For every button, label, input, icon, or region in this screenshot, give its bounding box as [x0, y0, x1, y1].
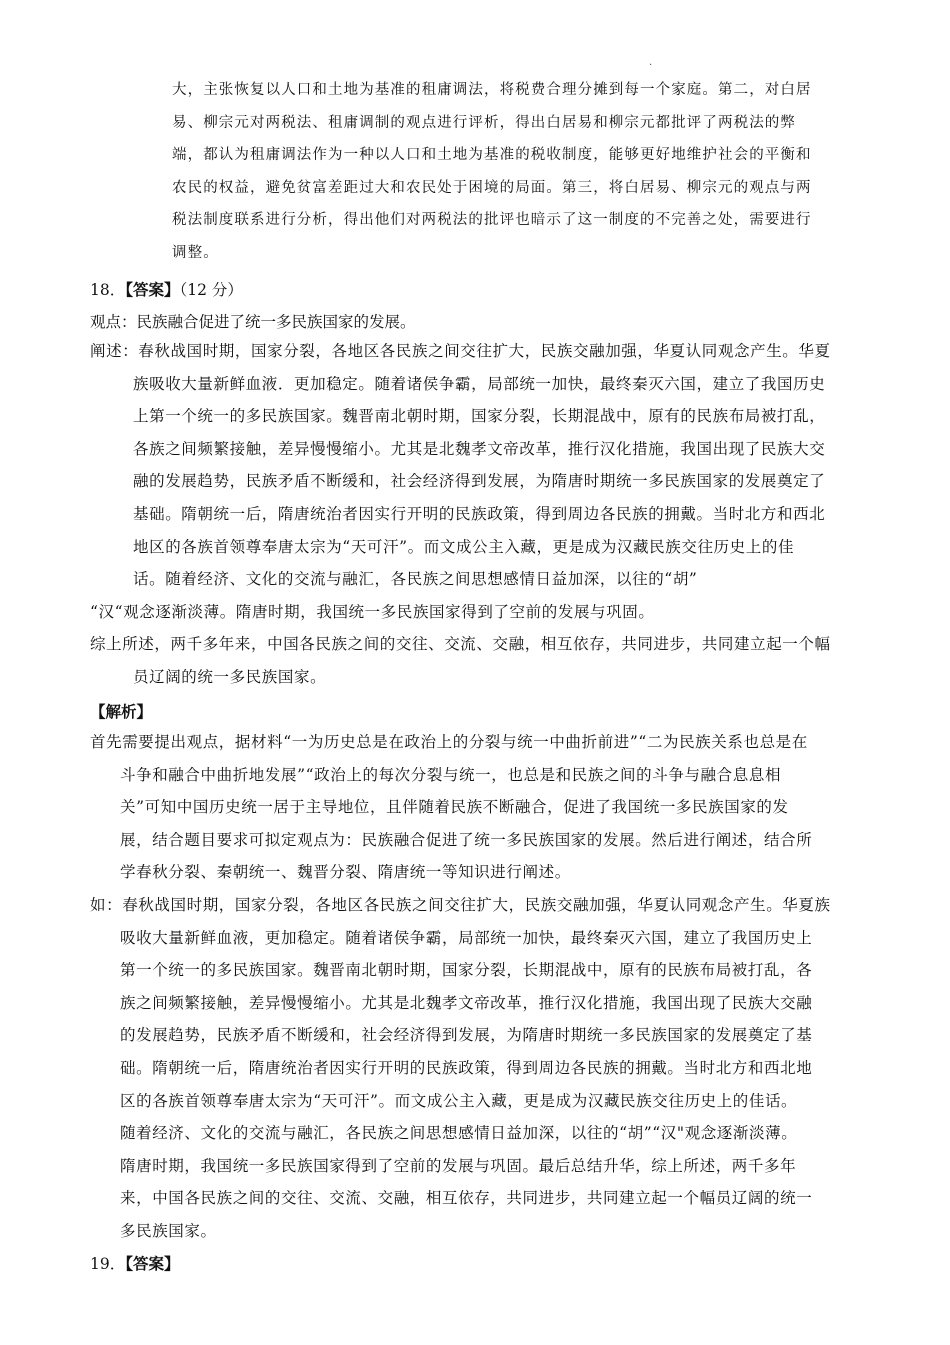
- text-line: 吸收大量新鲜血液，更加稳定。随着诸侯争霸，局部统一加快，最终秦灭六国，建立了我国历史上: [120, 928, 813, 947]
- text-line: 上第一个统一的多民族国家。魏晋南北朝时期，国家分裂，长期混战中，原有的民族布局被打乱，: [133, 407, 826, 426]
- text-line: “汉“观念逐渐淡薄。隋唐时期，我国统一多民族国家得到了空前的发展与巩固。: [90, 602, 655, 621]
- text-line: 斗争和融合中曲折地发展”“政治上的每次分裂与统一，也总是和民族之间的斗争与融合息息相: [120, 765, 782, 784]
- text-line: 端，都认为租庸调法作为一种以人口和土地为基准的税收制度，能够更好地维护社会的平衡和: [172, 147, 812, 164]
- top-mark: ·: [649, 60, 653, 71]
- text-line: 各族之间频繁接触，差异慢慢缩小。尤其是北魏孝文帝改革，推行汉化措施，我国出现了民族大交: [133, 439, 826, 458]
- text-line: 的发展趋势，民族矛盾不断缓和，社会经济得到发展，为隋唐时期统一多民族国家的发展奠定了基: [120, 1026, 813, 1045]
- text-line: 础。隋朝统一后，隋唐统治者因实行开明的民族政策，得到周边各民族的拥戴。当时北方和西北地: [120, 1058, 813, 1077]
- text-line: 随着经济、文化的交流与融汇，各民族之间思想感情日益加深，以往的“胡”“汉"观念逐渐淡薄。: [120, 1124, 798, 1143]
- text-line: 大，主张恢复以人口和土地为基准的租庸调法，将税费合理分摊到每一个家庭。第二，对白居: [172, 82, 812, 98]
- text-line: 隋唐时期，我国统一多民族国家得到了空前的发展与巩固。最后总结升华，综上所述，两千多年: [120, 1156, 797, 1175]
- text-line: 话。随着经济、文化的交流与融汇，各民族之间思想感情日益加深，以往的“胡”: [133, 570, 698, 589]
- q19-header: [90, 1252, 180, 1274]
- text-line: 多民族国家。: [120, 1221, 217, 1240]
- text-line: 第一个统一的多民族国家。魏晋南北朝时期，国家分裂，长期混战中，原有的民族布局被打乱，各: [120, 961, 813, 980]
- q18-answer-tag: 【答案】: [125, 280, 180, 299]
- text-line: 农民的权益，避免贫富差距过大和农民处于困境的局面。第三，将白居易、柳宗元的观点与两: [172, 179, 812, 196]
- text-line: 阐述：春秋战国时期，国家分裂，各地区各民族之间交往扩大，民族交融加强，华夏认同观念产生。华夏: [90, 342, 831, 360]
- text-line: 来，中国各民族之间的交往、交流、交融，相互依存，共同进步，共同建立起一个幅员辽阔的统一: [120, 1189, 813, 1208]
- text-line: 地区的各族首领尊奉唐太宗为“天可汗”。而文成公主入藏，更是成为汉藏民族交往历史上的佳: [133, 537, 795, 556]
- text-line: 综上所述，两千多年来，中国各民族之间的交往、交流、交融，相互依存，共同进步，共同建立起一个幅: [90, 635, 831, 653]
- text-line: 区的各族首领尊奉唐太宗为“天可汗”。而文成公主入藏，更是成为汉藏民族交往历史上的佳话。: [120, 1091, 798, 1110]
- text-line: 关”可知中国历史统一居于主导地位，且伴随着民族不断融合，促进了我国统一多民族国家的发: [120, 798, 789, 817]
- text-line: 族之间频繁接触，差异慢慢缩小。尤其是北魏孝文帝改革，推行汉化措施，我国出现了民族大交融: [120, 993, 813, 1012]
- q18-viewpoint: 观点：民族融合促进了统一多民族国家的发展。: [90, 313, 416, 331]
- q18-analysis-tag: 【解析】: [90, 702, 153, 721]
- q17-continuation: [172, 74, 862, 270]
- text-line: 学春秋分裂、秦朝统一、魏晋分裂、隋唐统一等知识进行阐述。: [120, 863, 571, 882]
- text-line: 如：春秋战国时期，国家分裂，各地区各民族之间交往扩大，民族交融加强，华夏认同观念产生。华夏族: [90, 896, 831, 914]
- q19-answer-tag: 【答案】: [125, 1254, 180, 1273]
- text-line: 基础。隋朝统一后，隋唐统治者因实行开明的民族政策，得到周边各民族的拥戴。当时北方和西北: [133, 504, 826, 523]
- q18-score: （12 分）: [179, 281, 243, 299]
- text-line: 员辽阔的统一多民族国家。: [133, 667, 327, 686]
- q18-header: [90, 278, 243, 300]
- text-line: 族吸收大量新鲜血液．更加稳定。随着诸侯争霸，局部统一加快，最终秦灭六国，建立了我国历史: [133, 374, 826, 393]
- text-line: 首先需要提出观点，据材料“一为历史总是在政治上的分裂与统一中曲折前进”“二为民族关系也总是在: [90, 733, 808, 751]
- text-line: 展，结合题目要求可拟定观点为：民族融合促进了统一多民族国家的发展。然后进行阐述，结合所: [120, 830, 813, 849]
- q19-number: 19．: [90, 1255, 126, 1273]
- text-line: 融的发展趋势，民族矛盾不断缓和，社会经济得到发展，为隋唐时期统一多民族国家的发展奠定了: [133, 472, 826, 491]
- q18-elaboration: [90, 335, 860, 628]
- text-line: 税法制度联系进行分析，得出他们对两税法的批评也暗示了这一制度的不完善之处，需要进行: [172, 212, 812, 229]
- q18-analysis: [90, 726, 860, 889]
- text-line: 调整。: [172, 244, 219, 261]
- text-line: 易、柳宗元对两税法、租庸调制的观点进行评析，得出白居易和柳宗元都批评了两税法的弊: [172, 114, 796, 131]
- q18-example: [90, 889, 860, 1248]
- q18-summary: [90, 628, 860, 693]
- q18-number: 18．: [90, 281, 126, 299]
